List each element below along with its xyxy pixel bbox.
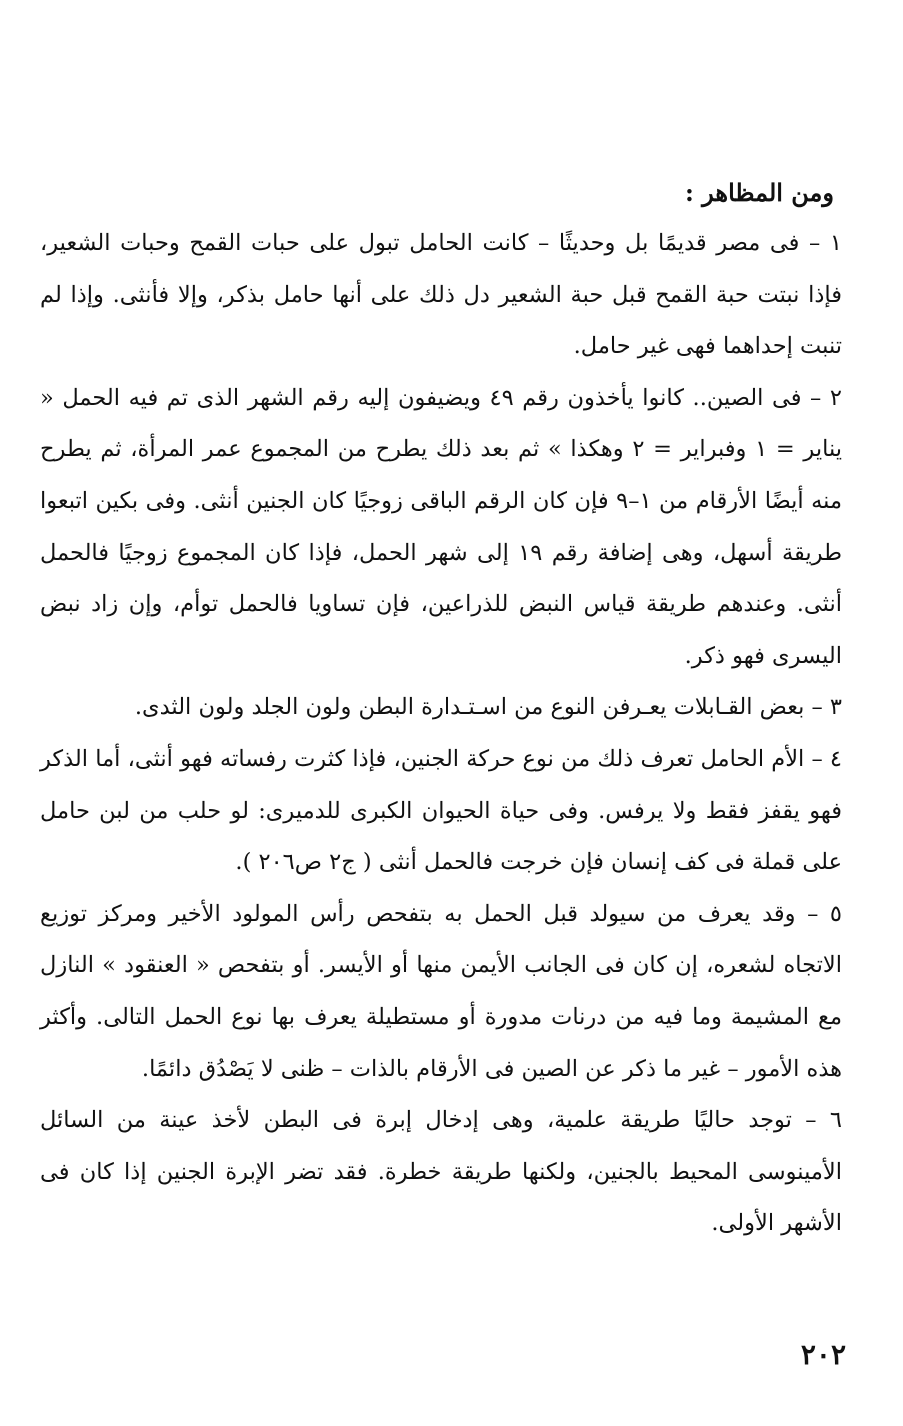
paragraph-1: ١ – فى مصر قديمًا بل وحديثًا – كانت الحامل تبول على حبات القمح وحبات الشعير، فإذا نبتت حبة القمح قبل حبة الشعير دل ذلك على أنها حامل بذكر، وإلا فأنثى. وإذا لم تنبت إحداهما فهى غير حامل. (40, 230, 842, 360)
page-number: ٢٠٢ (800, 1338, 846, 1371)
paragraph-4: ٤ – الأم الحامل تعرف ذلك من نوع حركة الجنين، فإذا كثرت رفساته فهو أنثى، أما الذكر فهو يقفز فقط ولا يرفس. وفى حياة الحيوان الكبرى للدميرى: لو حلب من لبن حامل على قملة فى كف إنسان فإن خرجت فالحمل أنثى ( ج٢ ص٢٠٦ ). (40, 745, 842, 876)
body-text (40, 168, 842, 1250)
paragraph-3: ٣ – بعض القـابلات يعـرفن النوع من اسـتـدارة البطن ولون الجلد ولون الثدى. (134, 694, 842, 721)
paragraph-5: ٥ – وقد يعرف من سيولد قبل الحمل به بتفحص رأس المولود الأخير ومركز توزيع الاتجاه لشعره، إن كان فى الجانب الأيمن منها أو الأيسر. أو بتفحص « العنقود » النازل مع المشيمة وما فيه من درنات مدورة أو مستطيلة يعرف بها نوع الحمل التالى. وأكثر هذه الأمور – غير ما ذكر عن الصين فى الأرقام بالذات – ظنى لا يَصْدُق دائمًا. (40, 900, 842, 1082)
paragraph-2: ٢ – فى الصين.. كانوا يأخذون رقم ٤٩ ويضيفون إليه رقم الشهر الذى تم فيه الحمل « يناير = ١ وفبراير = ٢ وهكذا » ثم بعد ذلك يطرح من المجموع عمر المرأة، ثم يطرح منه أيضًا الأرقام من ١–٩ فإن كان الرقم الباقى زوجيًا كان الجنين أنثى. وفى بكين اتبعوا طريقة أسهل، وهى إضافة رقم ١٩ إلى شهر الحمل، فإذا كان المجموع زوجيًا فالحمل أنثى. وعندهم طريقة قياس النبض للذراعين، فإن تساويا فالحمل توأم، وإن زاد نبض اليسرى فهو ذكر. (40, 384, 842, 669)
section-heading: ومن المظاهر : (684, 178, 834, 207)
paragraph-6: ٦ – توجد حاليًا طريقة علمية، وهى إدخال إبرة فى البطن لأخذ عينة من السائل الأمينوسى المحيط بالجنين، ولكنها طريقة خطرة. فقد تضر الإبرة الجنين إذا كان فى الأشهر الأولى. (40, 1107, 842, 1237)
